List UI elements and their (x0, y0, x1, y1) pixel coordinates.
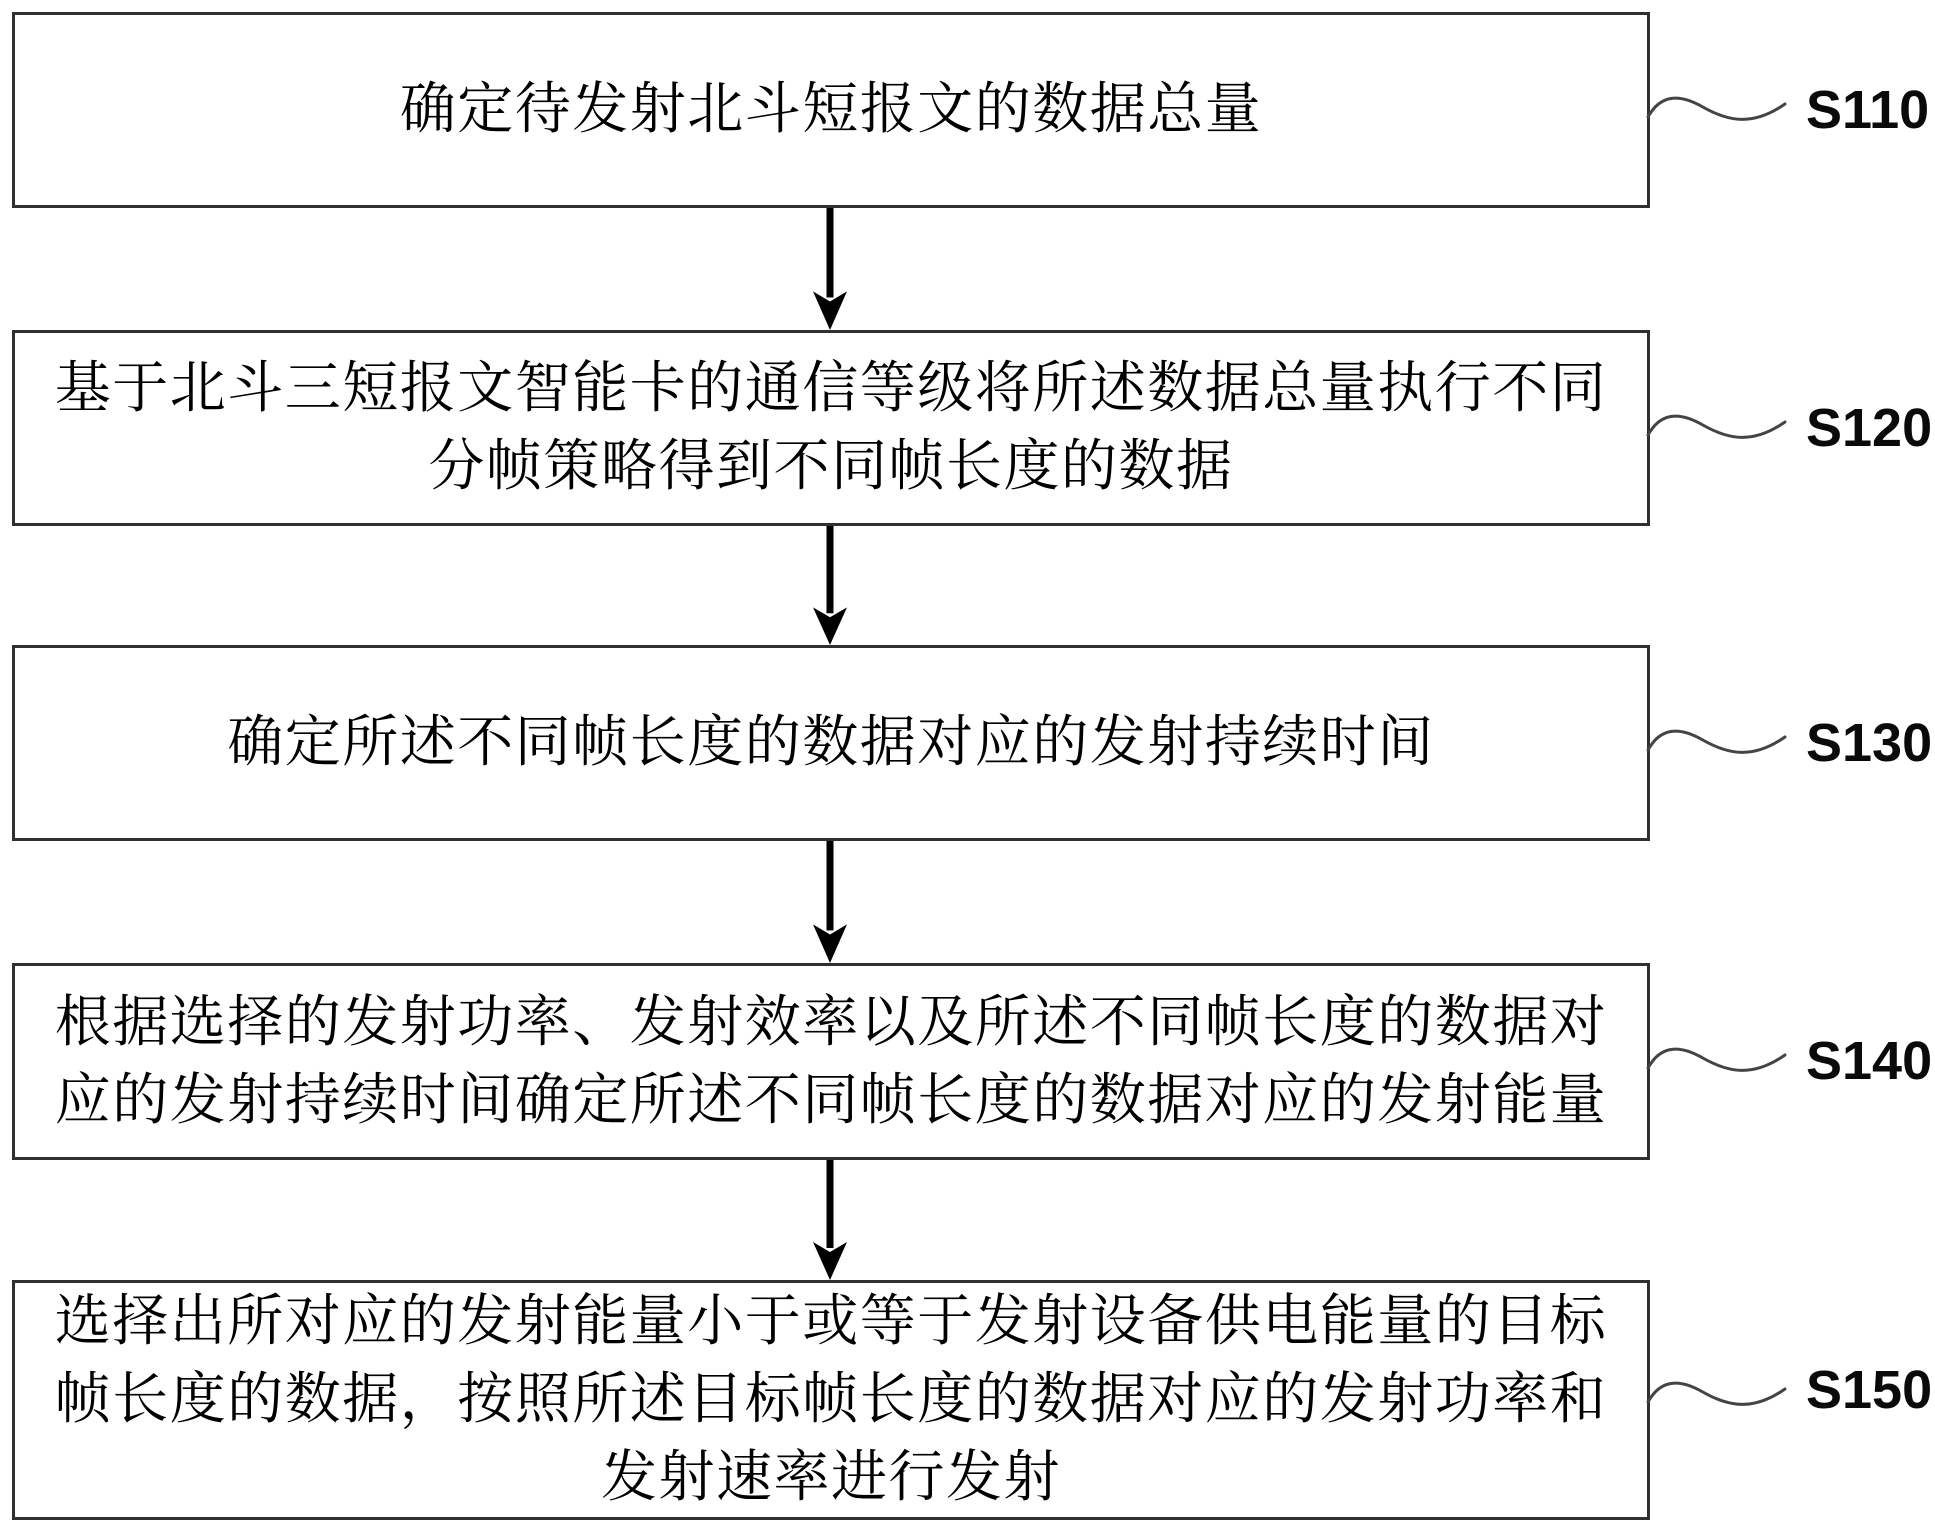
flow-step-box-s120 (12, 330, 1650, 526)
step-label-s130: S130 (1806, 713, 1933, 773)
step-text-line: 应的发射持续时间确定所述不同帧长度的数据对应的发射能量 (54, 1069, 1608, 1132)
step-text-line: 分帧策略得到不同帧长度的数据 (428, 436, 1234, 498)
flow-step-box-s130 (12, 645, 1650, 841)
down-arrow-icon (810, 526, 850, 645)
step-text-line: 基于北斗三短报文智能卡的通信等级将所述数据总量执行不同 (54, 358, 1608, 420)
down-arrow-icon (810, 208, 850, 330)
down-arrow-icon (810, 1160, 850, 1280)
wavy-line-icon (1646, 1041, 1788, 1081)
wavy-line-icon (1646, 1375, 1788, 1415)
step-label-s150: S150 (1806, 1360, 1933, 1420)
flow-step-box-s110 (12, 12, 1650, 208)
step-label-s110: S110 (1806, 80, 1930, 140)
step-text-line: 确定所述不同帧长度的数据对应的发射持续时间 (227, 712, 1435, 774)
step-label-s120: S120 (1806, 398, 1933, 458)
wavy-line-icon (1646, 408, 1788, 448)
step-text-line: 发射速率进行发射 (601, 1447, 1061, 1509)
step-label-s140: S140 (1806, 1031, 1933, 1091)
flow-step-box-s150 (12, 1280, 1650, 1520)
step-text-line: 选择出所对应的发射能量小于或等于发射设备供电能量的目标 (54, 1291, 1608, 1353)
step-text-line: 确定待发射北斗短报文的数据总量 (399, 79, 1263, 141)
step-text-line: 根据选择的发射功率、发射效率以及所述不同帧长度的数据对 (54, 991, 1608, 1054)
down-arrow-icon (810, 841, 850, 963)
flow-step-box-s140 (12, 963, 1650, 1160)
step-text-line: 帧长度的数据，按照所述目标帧长度的数据对应的发射功率和 (54, 1369, 1608, 1431)
wavy-line-icon (1646, 723, 1788, 763)
wavy-line-icon (1646, 90, 1788, 130)
